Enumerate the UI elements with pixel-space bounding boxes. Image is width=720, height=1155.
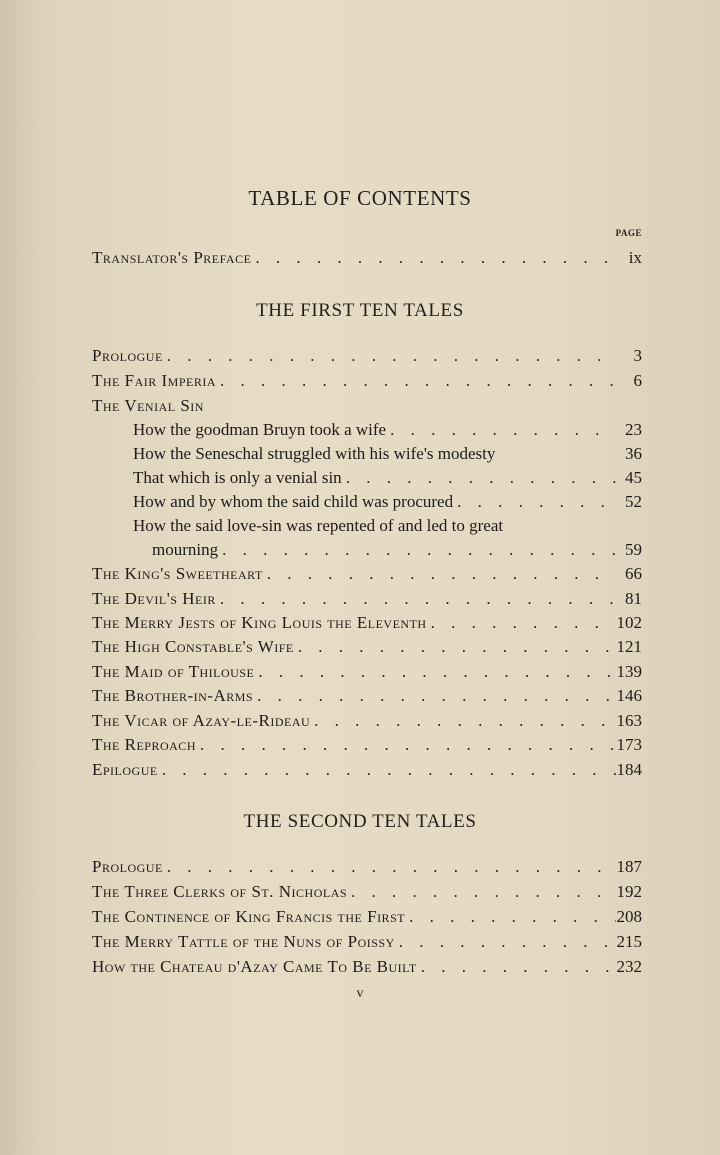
entry-page: 184	[616, 760, 642, 779]
toc-entry	[92, 905, 642, 929]
entry-page: 208	[616, 907, 642, 926]
toc-entry	[92, 635, 642, 659]
entry-page: 139	[616, 662, 642, 681]
dot-leader	[163, 855, 616, 879]
entry-page: 3	[633, 346, 642, 365]
toc-entry	[92, 394, 642, 418]
dot-leader	[254, 660, 616, 684]
entry-title: The Merry Tattle of the Nuns of Poissy	[92, 932, 395, 951]
entry-title: How and by whom the said child was procured	[133, 492, 454, 511]
dot-leader	[251, 246, 616, 270]
page-number: v	[356, 986, 364, 1001]
entry-page: 232	[616, 957, 642, 976]
toc-entry	[92, 758, 642, 782]
toc-subentry	[133, 490, 642, 514]
toc-title: TABLE OF CONTENTS	[248, 186, 472, 210]
entry-title: The Maid of Thilouse	[92, 662, 255, 681]
entry-title: That which is only a venial sin	[133, 468, 342, 487]
toc-entry	[92, 930, 642, 954]
entry-title: How the goodman Bruyn took a wife	[133, 420, 387, 439]
toc-subentry	[133, 466, 642, 490]
toc-entry	[92, 684, 642, 708]
entry-title: The High Constable's Wife	[92, 637, 294, 656]
toc-entry	[92, 344, 642, 368]
page-column-label: PAGE	[615, 228, 642, 238]
toc-entry	[92, 733, 642, 757]
entry-title: mourning	[152, 540, 219, 559]
entry-page: ix	[628, 248, 642, 267]
entry-page: 36	[625, 444, 642, 463]
entry-title: Translator's Preface	[92, 248, 252, 267]
toc-entry	[92, 562, 642, 586]
dot-leader	[253, 684, 616, 708]
entry-page: 6	[633, 371, 642, 390]
entry-page: 173	[616, 735, 642, 754]
entry-title: Epilogue	[92, 760, 158, 779]
dot-leader	[163, 344, 616, 368]
entry-title: Prologue	[92, 857, 163, 876]
toc-subentry-continuation	[152, 538, 642, 562]
toc-subentry	[133, 442, 642, 466]
section-heading-second: THE SECOND TEN TALES	[243, 811, 477, 832]
entry-page: 102	[616, 613, 642, 632]
dot-leader	[294, 635, 616, 659]
toc-entry	[92, 709, 642, 733]
entry-title: The Brother-in-Arms	[92, 686, 254, 705]
entry-page: 66	[625, 564, 642, 583]
entry-page: 121	[616, 637, 642, 656]
toc-entry	[92, 587, 642, 611]
dot-leader	[218, 538, 616, 562]
entry-page: 163	[616, 711, 642, 730]
dot-leader	[216, 369, 616, 393]
dot-leader	[395, 930, 616, 954]
dot-leader	[216, 587, 616, 611]
dot-leader	[342, 466, 616, 490]
entry-page: 59	[625, 540, 642, 559]
dot-leader	[405, 905, 616, 929]
entry-page: 52	[625, 492, 642, 511]
dot-leader	[347, 880, 616, 904]
entry-title: How the Chateau d'Azay Came To Be Built	[92, 957, 417, 976]
toc-entry	[92, 369, 642, 393]
entry-page: 81	[625, 589, 642, 608]
entry-page: 192	[616, 882, 642, 901]
entry-title: The King's Sweetheart	[92, 564, 263, 583]
toc-entry	[92, 660, 642, 684]
section-heading-first: THE FIRST TEN TALES	[256, 300, 464, 321]
toc-subentry-first-line: How the said love-sin was repented of and led to great	[133, 516, 504, 535]
entry-title: The Merry Jests of King Louis the Eleventh	[92, 613, 427, 632]
dot-leader	[453, 490, 616, 514]
dot-leader	[158, 758, 616, 782]
entry-title: The Three Clerks of St. Nicholas	[92, 882, 348, 901]
entry-title: The Venial Sin	[92, 396, 204, 415]
dot-leader	[263, 562, 616, 586]
entry-title: The Vicar of Azay-le-Rideau	[92, 711, 311, 730]
toc-entry	[92, 955, 642, 979]
dot-leader	[386, 418, 616, 442]
dot-leader	[310, 709, 616, 733]
entry-page: 146	[616, 686, 642, 705]
entry-title: Prologue	[92, 346, 163, 365]
dot-leader	[427, 611, 616, 635]
entry-title: The Reproach	[92, 735, 196, 754]
toc-entry-preface	[92, 246, 642, 270]
dot-leader	[417, 955, 616, 979]
toc-subentry	[133, 418, 642, 442]
entry-title: The Devil's Heir	[92, 589, 216, 608]
toc-entry	[92, 611, 642, 635]
entry-title: The Continence of King Francis the First	[92, 907, 406, 926]
entry-page: 45	[625, 468, 642, 487]
entry-title: The Fair Imperia	[92, 371, 217, 390]
entry-page: 215	[616, 932, 642, 951]
entry-page: 23	[625, 420, 642, 439]
entry-title: How the Seneschal struggled with his wife's modesty	[133, 444, 496, 463]
entry-page: 187	[616, 857, 642, 876]
toc-entry	[92, 880, 642, 904]
dot-leader	[196, 733, 616, 757]
toc-entry	[92, 855, 642, 879]
